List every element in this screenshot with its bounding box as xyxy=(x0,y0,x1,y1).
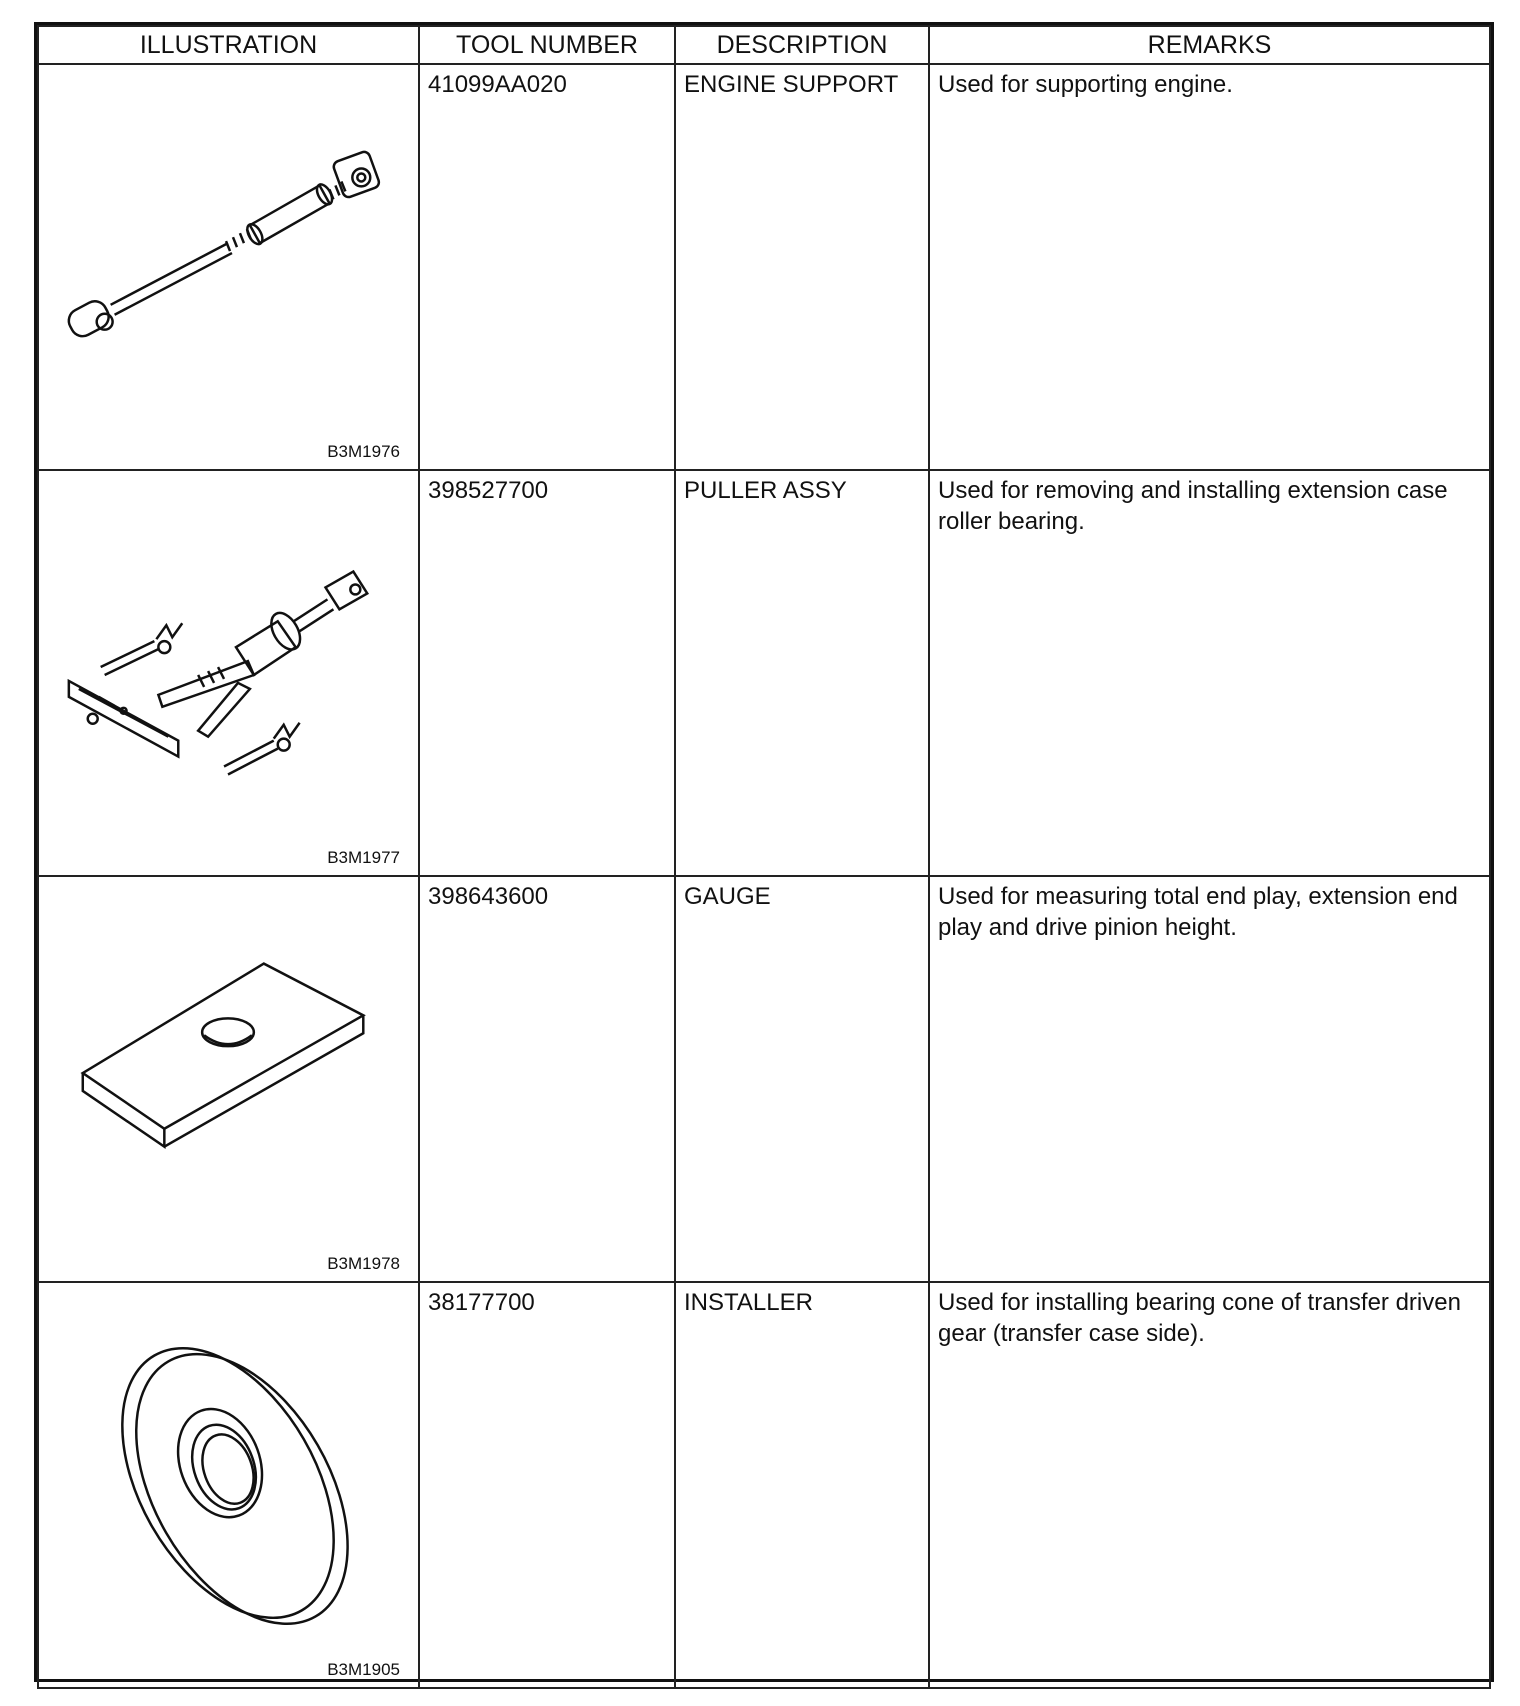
tool-number-cell: 398527700 xyxy=(419,470,675,876)
description-cell: ENGINE SUPPORT xyxy=(675,64,929,470)
figure-code: B3M1976 xyxy=(327,442,400,461)
header-illustration: ILLUSTRATION xyxy=(38,26,419,64)
illustration-cell xyxy=(38,876,419,1282)
illustration-cell xyxy=(38,470,419,876)
special-tools-table xyxy=(37,25,1491,1689)
remarks-cell: Used for installing bearing cone of transfer driven gear (transfer case side). xyxy=(929,1282,1490,1688)
remarks-cell: Used for supporting engine. xyxy=(929,64,1490,470)
gauge-icon xyxy=(39,877,418,1281)
remarks-cell: Used for measuring total end play, extension end play and drive pinion height. xyxy=(929,876,1490,1282)
engine-support-icon xyxy=(39,65,418,469)
figure-code: B3M1905 xyxy=(327,1660,400,1679)
special-tools-sheet xyxy=(34,22,1494,1682)
description-cell: GAUGE xyxy=(675,876,929,1282)
tool-number-cell: 398643600 xyxy=(419,876,675,1282)
figure-code: B3M1977 xyxy=(327,848,400,867)
header-description: DESCRIPTION xyxy=(675,26,929,64)
tool-number-cell: 38177700 xyxy=(419,1282,675,1688)
table-row xyxy=(38,876,1490,1282)
illustration-cell xyxy=(38,1282,419,1688)
tool-number-cell: 41099AA020 xyxy=(419,64,675,470)
illustration-cell xyxy=(38,64,419,470)
remarks-cell: Used for removing and installing extension case roller bearing. xyxy=(929,470,1490,876)
description-cell: INSTALLER xyxy=(675,1282,929,1688)
table-row xyxy=(38,1282,1490,1688)
installer-icon xyxy=(39,1283,418,1687)
description-cell: PULLER ASSY xyxy=(675,470,929,876)
table-row xyxy=(38,470,1490,876)
puller-assy-icon xyxy=(39,471,418,875)
header-row xyxy=(38,26,1490,64)
header-remarks: REMARKS xyxy=(929,26,1490,64)
figure-code: B3M1978 xyxy=(327,1254,400,1273)
table-row xyxy=(38,64,1490,470)
header-tool-number: TOOL NUMBER xyxy=(419,26,675,64)
